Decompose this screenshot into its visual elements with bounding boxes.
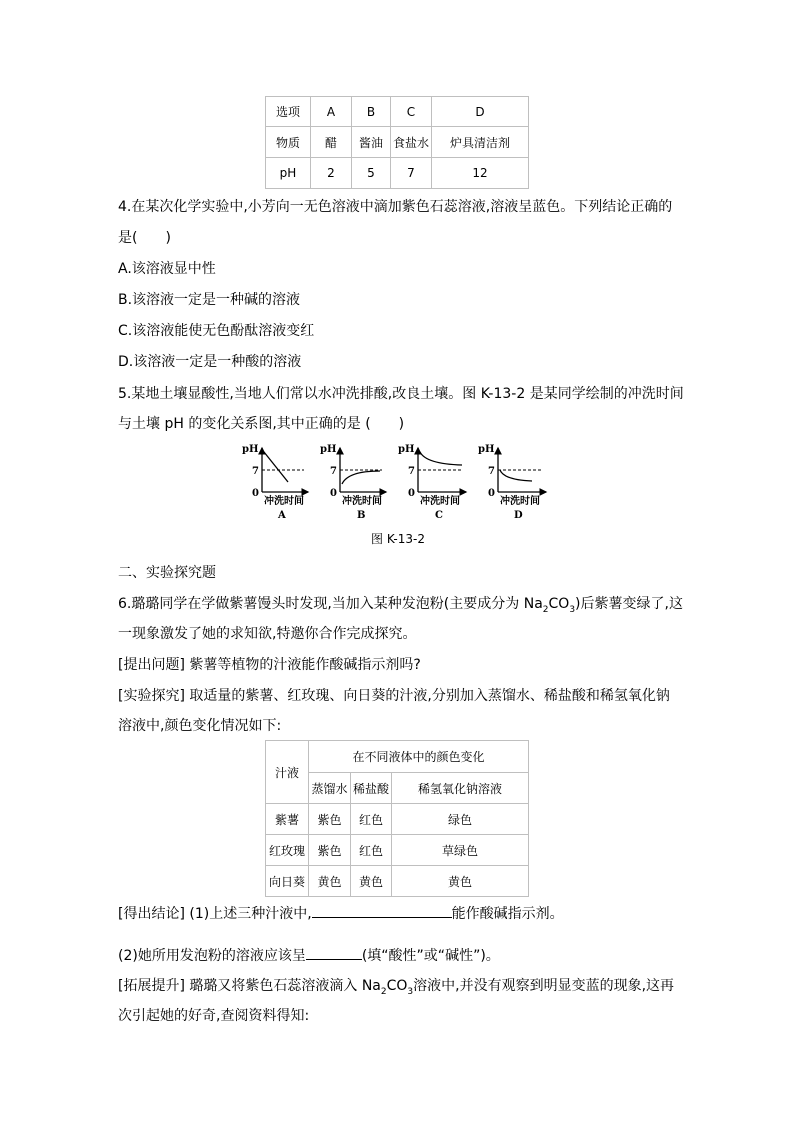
table-cell: 炉具清洁剂 bbox=[432, 127, 529, 158]
graph-a-y-tick: 7 bbox=[252, 466, 259, 477]
figure-caption: 图 K-13-2 bbox=[371, 532, 425, 546]
table-cell: 醋 bbox=[311, 127, 352, 158]
graph-b-x-label: 冲洗时间 bbox=[342, 496, 382, 507]
graph-b-origin: 0 bbox=[330, 488, 337, 499]
graph-d-origin: 0 bbox=[488, 488, 495, 499]
graph-d-x-label: 冲洗时间 bbox=[500, 496, 540, 507]
table-cell: 红色 bbox=[351, 804, 392, 835]
table-cell: 红色 bbox=[351, 835, 392, 866]
q6-line1-mid: CO bbox=[548, 596, 570, 612]
graph-d-letter: D bbox=[514, 510, 523, 521]
q6-extension-line2: 次引起她的好奇,查阅资料得知: bbox=[118, 1008, 310, 1024]
q6-conclusion-2-text: (2)她所用发泡粉的溶液应该呈 bbox=[118, 948, 306, 964]
q4-option-a: A.该溶液显中性 bbox=[118, 261, 216, 277]
graph-b-y-tick: 7 bbox=[330, 466, 337, 477]
table-cell: 黄色 bbox=[351, 866, 392, 897]
q4-option-b: B.该溶液一定是一种碱的溶液 bbox=[118, 292, 301, 308]
q6-conclusion-2-tail: (填“酸性”或“碱性”)。 bbox=[361, 948, 500, 964]
q6-conclusion-1 bbox=[118, 903, 564, 924]
graph-a-x-label: 冲洗时间 bbox=[264, 496, 304, 507]
table-row bbox=[266, 804, 529, 835]
table-row bbox=[266, 127, 529, 158]
table-cell: 红玫瑰 bbox=[266, 835, 309, 866]
table-row bbox=[266, 866, 529, 897]
graph-c-y-label: pH bbox=[398, 444, 415, 455]
q4-option-d: D.该溶液一定是一种酸的溶液 bbox=[118, 354, 302, 370]
table-cell: 绿色 bbox=[392, 804, 529, 835]
q6-conclusion-2 bbox=[118, 945, 500, 966]
table-cell: 选项 bbox=[266, 97, 311, 127]
table-header-cell: 稀氢氧化钠溶液 bbox=[392, 773, 529, 804]
graph-a-origin: 0 bbox=[252, 488, 259, 499]
q6-sub-3: 3 bbox=[569, 604, 576, 615]
q6-ext-mid: CO bbox=[386, 978, 408, 994]
table-cell: 物质 bbox=[266, 127, 311, 158]
graph-c-x-label: 冲洗时间 bbox=[420, 496, 460, 507]
table-cell: 酱油 bbox=[352, 127, 391, 158]
graph-c-letter: C bbox=[435, 510, 443, 521]
table-cell: 紫色 bbox=[309, 804, 351, 835]
graph-c-origin: 0 bbox=[408, 488, 415, 499]
answer-blank-2[interactable] bbox=[306, 945, 362, 960]
q6-sub-2: 2 bbox=[542, 604, 549, 615]
q6-ext-sub-3: 3 bbox=[407, 986, 414, 997]
graph-b-letter: B bbox=[357, 510, 366, 521]
table-cell: A bbox=[311, 97, 352, 127]
table-cell: pH bbox=[266, 158, 311, 189]
table-cell: 食盐水 bbox=[391, 127, 432, 158]
table-row bbox=[266, 835, 529, 866]
q6-conclusion-1-text: [得出结论] (1)上述三种汁液中, bbox=[118, 906, 312, 922]
table-row bbox=[266, 97, 529, 127]
q4-stem-line1: 4.在某次化学实验中,小芳向一无色溶液中滴加紫色石蕊溶液,溶液呈蓝色。下列结论正确的 bbox=[118, 199, 673, 215]
graph-d-y-label: pH bbox=[478, 444, 495, 455]
table-cell: 7 bbox=[391, 158, 432, 189]
table-cell: 紫色 bbox=[309, 835, 351, 866]
graph-d-y-tick: 7 bbox=[488, 466, 495, 477]
table-cell: 黄色 bbox=[392, 866, 529, 897]
graph-c-y-tick: 7 bbox=[408, 466, 415, 477]
color-change-table bbox=[265, 740, 529, 897]
q6-explore-line2: 溶液中,颜色变化情况如下: bbox=[118, 718, 282, 734]
graph-a-letter: A bbox=[278, 510, 286, 521]
q4-stem-line2: 是( ) bbox=[118, 230, 171, 246]
q6-conclusion-1-tail: 能作酸碱指示剂。 bbox=[451, 906, 564, 922]
table-row bbox=[266, 741, 529, 773]
table-cell: 5 bbox=[352, 158, 391, 189]
q6-line2: 一现象激发了她的求知欲,特邀你合作完成探究。 bbox=[118, 626, 417, 642]
q6-ext-part-b: 溶液中,并没有观察到明显变蓝的现象,这再 bbox=[413, 978, 675, 994]
q6-ext-sub-2: 2 bbox=[380, 986, 387, 997]
graph-b-y-label: pH bbox=[320, 444, 337, 455]
q4-option-c: C.该溶液能使无色酚酞溶液变红 bbox=[118, 323, 315, 339]
table-cell: 12 bbox=[432, 158, 529, 189]
graph-c bbox=[398, 444, 466, 521]
table-cell: 黄色 bbox=[309, 866, 351, 897]
table-header-cell: 稀盐酸 bbox=[351, 773, 392, 804]
section-title: 二、实验探究题 bbox=[118, 565, 216, 581]
table-header-cell: 在不同液体中的颜色变化 bbox=[309, 741, 529, 773]
q6-line1 bbox=[118, 594, 683, 620]
q6-line1-part-a: 6.璐璐同学在学做紫薯馒头时发现,当加入某种发泡粉(主要成分为 Na bbox=[118, 596, 543, 612]
table-cell: 2 bbox=[311, 158, 352, 189]
table-cell: 向日葵 bbox=[266, 866, 309, 897]
q6-explore-line1: [实验探究] 取适量的紫薯、红玫瑰、向日葵的汁液,分别加入蒸馏水、稀盐酸和稀氢氧化钠 bbox=[118, 688, 670, 704]
table-cell: 紫薯 bbox=[266, 804, 309, 835]
table-cell: C bbox=[391, 97, 432, 127]
table-cell: B bbox=[352, 97, 391, 127]
table-header-cell: 汁液 bbox=[266, 741, 309, 804]
table-cell: D bbox=[432, 97, 529, 127]
graph-a-y-label: pH bbox=[242, 444, 259, 455]
graph-a bbox=[242, 444, 308, 521]
graph-d bbox=[478, 444, 546, 521]
graph-b bbox=[320, 444, 386, 521]
q5-stem-line1: 5.某地土壤显酸性,当地人们常以水冲洗排酸,改良土壤。图 K-13-2 是某同学绘制的冲洗时间 bbox=[118, 386, 684, 402]
q6-line1-part-b: )后紫薯变绿了,这 bbox=[575, 596, 683, 612]
q5-stem-line2: 与土壤 pH 的变化关系图,其中正确的是 ( ) bbox=[118, 416, 405, 432]
q6-extension-line1 bbox=[118, 976, 674, 1002]
table-row bbox=[266, 158, 529, 189]
table-cell: 草绿色 bbox=[392, 835, 529, 866]
q6-ask: [提出问题] 紫薯等植物的汁液能作酸碱指示剂吗? bbox=[118, 657, 421, 673]
answer-blank-1[interactable] bbox=[312, 903, 452, 918]
table-header-cell: 蒸馏水 bbox=[309, 773, 351, 804]
q6-ext-part-a: [拓展提升] 璐璐又将紫色石蕊溶液滴入 Na bbox=[118, 978, 381, 994]
ph-table bbox=[265, 96, 529, 189]
ph-graphs-figure bbox=[240, 440, 560, 522]
